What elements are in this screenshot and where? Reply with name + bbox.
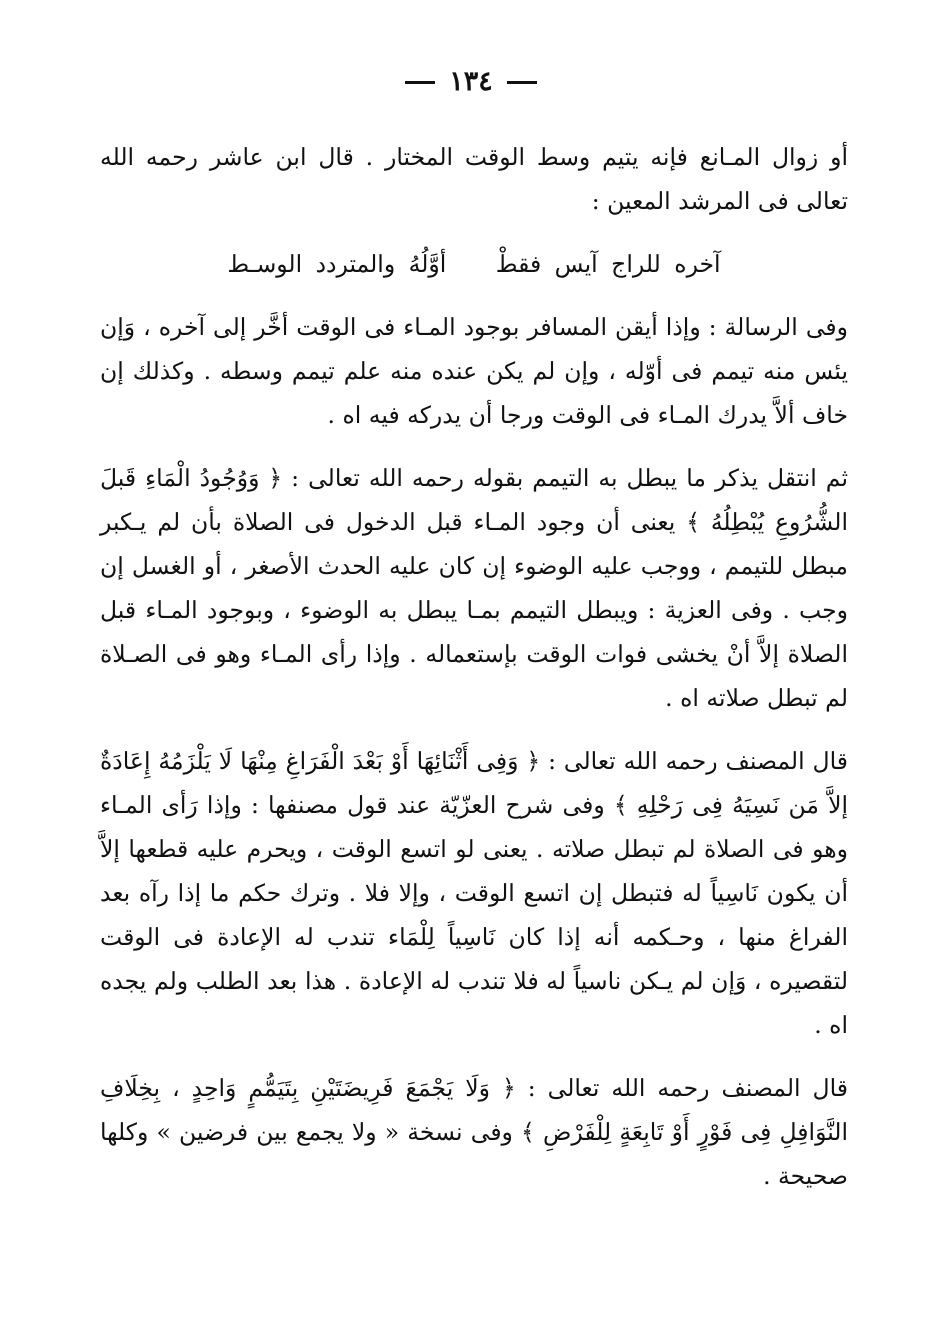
poem-verse xyxy=(100,242,848,286)
paragraph-3: ثم انتقل يذكر ما يبطل به التيمم بقوله رحمه الله تعالى : ﴿ وَوُجُودُ الْمَاءِ قَبلَ الشُّرُوعِ يُبْطِلُهُ ﴾ يعنى أن وجود المـاء قبل الدخول فى الصلاة بأن لم يـكبر مبطل للتيمم ، ووجب عليه الوضوء إن كان عليه الحدث الأصغر ، أو الغسل إن وجب . وفى العزية : ويبطل التيمم بمـا يبطل به الوضوء ، وبوجود المـاء قبل الصلاة إلاَّ أنْ يخشى فوات الوقت بإستعماله . وإذا رأى المـاء وهو فى الصـلاة لم تبطل صلاته اه . xyxy=(100,464,848,712)
verse-first-hemistich: آخره للراج آيس فقطْ xyxy=(495,250,721,278)
page-number: ١٣٤ xyxy=(449,66,493,97)
page-header xyxy=(0,62,942,102)
header-dash-right xyxy=(507,81,537,84)
paragraph-2: وفى الرسالة : وإذا أيقن المسافر بوجود المـاء فى الوقت أخَّر إلى آخره ، وَإن يئس منه تيمم فى أوّله ، وإن لم يكن عنده منه علم تيمم وسطه . وكذلك إن خاف ألاَّ يدرك المـاء فى الوقت ورجا أن يدركه فيه اه . xyxy=(100,313,848,429)
paragraph-1: أو زوال المـانع فإنه يتيم وسط الوقت المختار . قال ابن عاشر رحمه الله تعالى فى المرشد المعين : xyxy=(100,143,848,215)
verse-second-hemistich: أوَّلُهُ والمتردد الوسـط xyxy=(227,250,447,278)
paragraph-5: قال المصنف رحمه الله تعالى : ﴿ وَلَا يَجْمَعَ فَرِيضَتَيْنِ بِتَيَمُّمٍ وَاحِدٍ ، بِخِلَافِ النَّوَافِلِ فِى فَوْرٍ أَوْ تَابِعَةٍ لِلْفَرْضِ ﴾ وفى نسخة « ولا يجمع بين فرضين » وكلها صحيحة . xyxy=(100,1074,848,1190)
header-dash-left xyxy=(405,81,435,84)
paragraph-4: قال المصنف رحمه الله تعالى : ﴿ وَفِى أَثْنَائِهَا أَوْ بَعْدَ الْفَرَاغِ مِنْهَا لَا يَلْزَمُهُ إِعَادَةٌ إلاَّ مَن نَسِيَهُ فِى رَحْلِهِ ﴾ وفى شرح العزّيّة عند قول مصنفها : وإذا رَأى المـاء وهو فى الصلاة لم تبطل صلاته . يعنى لو اتسع الوقت ، ويحرم عليه قطعها إلاَّ أن يكون نَاسِياً له فتبطل إن اتسع الوقت ، وإلا فلا . وترك حكم ما إذا رآه بعد الفراغ منها ، وحـكمه أنه إذا كان نَاسِياً لِلْمَاء تندب له الإعادة فى الوقت لتقصيره ، وَإن لم يـكن ناسياً له فلا تندب له الإعادة . هذا بعد الطلب ولم يجده اه . xyxy=(100,747,848,1039)
page-body xyxy=(100,135,848,1198)
